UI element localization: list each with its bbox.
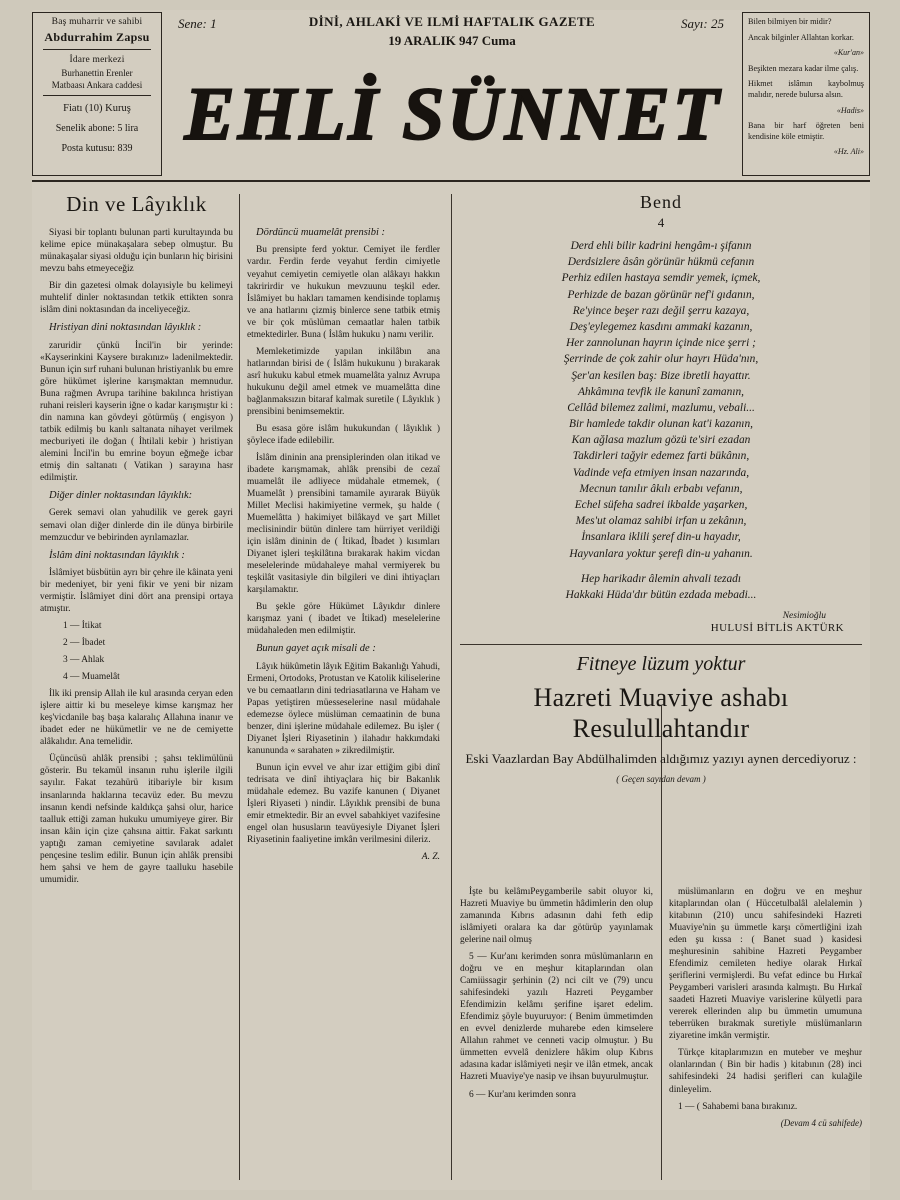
divider — [43, 49, 151, 50]
title-logotype — [182, 65, 724, 170]
paragraph: Bir din gazetesi olmak dolayısiyle bu kelimeyi muhtelif dinler noktasından tetkik ettikten sonra islâm dini noktasından da inceliyeceğiz. — [40, 281, 233, 316]
paragraph: Siyasi bir toplantı bulunan parti kurultayında bu kelime epice münakaşalara sebep olmuştur. Bu münakaşalar siyasi olduğu için bunların hiç birisini mevzu bahs etmeyeceğiz — [40, 228, 233, 275]
masthead — [32, 10, 870, 182]
column-rule — [239, 194, 240, 1180]
verse-line: Her zannolunan hayrın içinde nice şerri ; — [566, 337, 756, 350]
price-line: Fiatı (10) Kuruş — [63, 103, 131, 115]
verse-line: Derdsizlere âsân görünür hükmü cefanın — [567, 256, 755, 269]
verse-line: Kan ağlasa mazlum gözü te'siri ezadan — [571, 434, 751, 447]
spacer — [460, 562, 862, 571]
paragraph: Bu esasa göre islâm hukukundan ( lâyıklık ) şöylece ifade edilebilir. — [247, 423, 440, 446]
quote-source-hadith: «Hadis» — [836, 105, 864, 115]
office-label: İdare merkezi — [69, 55, 125, 65]
subheading: İslâm dini noktasından lâyıklık : — [49, 549, 185, 561]
paragraph: müslümanların en doğru ve en meşhur kitaplarından olan ( Hüccetulbalâl alelalemin ) kitabının (210) uncu sahifesindeki Hazreti Muaviye'nin şu ümmetle karşı cömertliğini izah eden şu kıssa : ( Banet suad ) kasidesi meşhuresinin sahibine Hazreti Peygamber Efendimiz cemileten hediye olarak Hırkaî şeriflerini vermişlerdi. Bu vefat edince bu Hırkaî Peygamberi varisleri arasında kalmıştı. Bu Hırkaî saadeti Hazreti Muaviye varislerine külyetli para vererek ellerinden alıp bu ümmetin umumuna teberrüken bırakmak suretiyle müslümanların ziyaretine imkân vermiştir. — [669, 887, 862, 1042]
verse-line: Şerrinde de çok zahir olur hayrı Hüda'nın, — [563, 353, 759, 366]
list-item: 3 — Ahlak — [63, 655, 105, 666]
verse-line: Vadinde vefa etmiyen insan nazarında, — [572, 466, 750, 479]
paragraph: 6 — Kur'anı kerimden sonra — [469, 1089, 576, 1100]
article-2-continuation-note: ( Geçen sayıdan devam ) — [616, 773, 706, 784]
paragraph: Bunun için evvel ve ahır izar ettiğim gibi dinî tedrisata ve dinî ihtiyaçlara hiç bir Bakanlık müdahale edemez. Bu vazife kanunen ( Diyanet İşleri Riyaseti ) nindir. Lâyıklık prensibi de buna emir etmektedir. Bir an evvel sabahkiyet vazifesine engel olan hususların teavüyesiyle Diyanet İşleri Riyasetinin faaliyetine imkân verilmesini dileriz. — [247, 763, 440, 846]
editor-name: Abdurrahim Zapsu — [44, 29, 150, 44]
paragraph: Gerek semavi olan yahudilik ve gerek gayri semavi olan diğer dinlerde din ile dünya birbirile memzucdur ve bebirinden ayrılamazlar. — [40, 508, 233, 543]
issue-number-label: Sayı: 25 — [681, 16, 724, 31]
subheading: Bunun gayet açık misali de : — [256, 643, 376, 655]
paragraph: Lâyık hükûmetin lâyık Eğitim Bakanlığı Yahudi, Ermeni, Ortodoks, Protustan ve Katolik kiliselerine ve bu cemaatların dini tedriasatlarına ve Haham ve Papas yetiştiren müesseselerine nasıl müdahale edemezse öylece müslüman cemaatinin de buna benzer, dini işlerine müdahale edilemez. Bu işler ( Diyanet İşleri Riyasetinin ) ilahadır hakkımdaki kanununda « sarahaten » zikredilmiştir. — [247, 661, 440, 757]
paragraph: Bu şekle göre Hükümet Lâyıkdır dinlere karışmaz yani ( ibadet ve İtikad) meselelerine müdahaleden men edilmiştir. — [247, 602, 440, 637]
verse-line: Perhizde de bazan görünür nef'i gıdanın, — [567, 288, 755, 301]
quote-hadith-1: Beşikten mezara kadar ilme çalış. — [748, 63, 859, 73]
verse-line: Bir hamlede takdir olunan kat'i kazanın, — [568, 418, 754, 431]
verse-line: Mecnun tanılır âkılı erbabı vefanın, — [579, 482, 743, 495]
paragraph: İlk iki prensip Allah ile kul arasında ceryan eden işlere aittir ki bu meseleye kimse karışmaz her keş'vicdanile baş başa kalaralıç Allahına inanır ve ibadet eder ne hükümetlir ve ne de cemiyette alâkalıdır. Ana temelidir. — [40, 689, 233, 748]
article-2-headline-line-2: Resulullahtandır — [572, 713, 750, 743]
subheading: Diğer dinler noktasından lâyıklık: — [49, 490, 193, 502]
divider — [43, 95, 151, 96]
verse-line: Hep harikadır âlemin ahvali tezadı — [580, 572, 742, 585]
address-line-1: Burhanettin Erenler — [61, 67, 133, 78]
quote-source-ali: «Hz. Ali» — [833, 147, 864, 157]
paragraph: Türkçe kitaplarımızın en muteber ve meşhur olanlarından ( Bin bir hadis ) kitabının (28) inci sahifesindeki 24 hadisi şerifleri can kulağile dinleyelim. — [669, 1048, 862, 1095]
article-1-signature: A. Z. — [421, 852, 440, 863]
masthead-right-box — [742, 12, 870, 176]
bend-box — [460, 192, 862, 634]
verse-line: Derd ehli bilir kadrini hengâm-ı şifanın — [570, 240, 752, 252]
paragraph: 1 — ( Sahabemi bana bırakınız. — [678, 1101, 798, 1112]
subheading: Hristiyan dini noktasından lâyıklık : — [49, 322, 202, 334]
verse-line: Hakkaki Hüda'dır bütün ezdada mebadi... — [565, 588, 757, 601]
article-2-headline-line-1: Hazreti Muaviye ashabı — [533, 683, 789, 713]
verse-line: Ahkâmına tevfik ile kanunî zamanın, — [577, 385, 745, 398]
quote-question: Bilen bilmiyen bir midir? — [748, 17, 832, 26]
verse-line: Hayvanlara yoktur şerefi din-u yahanın. — [569, 547, 753, 560]
article-1-col1 — [40, 227, 233, 886]
verse-line: Deş'eylegemez kasdını ammaki kazanın, — [569, 320, 753, 333]
poem-section — [460, 186, 862, 788]
article-2-col2 — [669, 886, 862, 1129]
poem-number: 4 — [657, 215, 665, 230]
paragraph: Bu prensipte ferd yoktur. Cemiyet ile ferdler vardır. Ferdin ferde veyahut ferdin cimiyetle veyahut cemiyetin cemiyetle olan alâkayı hakkın takririrdir ve hukukun mevzuunu teşkil eder. İslâmiyet bu hakları tamamen kendisinde toplamış ve ana hatlarını çizmiş binlerce sene tatbik etmiş ve bir çok müslüman cemaatlar halen tatbik etmektedirler. Buna ( İslâm hukuku ) namı verilir. — [247, 245, 440, 340]
verse-line: Cellâd bilemez zalimi, mazlumu, vebali... — [567, 401, 755, 414]
paper-descriptor: DİNİ, AHLAKİ VE ILMİ HAFTALIK GAZETE — [308, 14, 596, 29]
article-1-col2 — [247, 226, 440, 863]
paragraph: 5 — Kur'anı kerimden sonra müslümanların en doğru ve en meşhur kitaplarından olan Camiüssagir şerhinin (2) nci cilt ve (79) uncu sahifesindeki yazılı Hazreti Peygamber Efendimizin kelâmı şerifine işaret edelim. Efendimiz şöyle buyuruyor: ( Benim ümmetimden en evvel denizlerde muharebe eden kimselere Allahın rahmet ve cenneti vacip olmuştur. ) Bu ümmetten evvelâ denizlere hâkim olup Kıbrıs adasına kadar islâmiyeti neşir ve ilân etmek, ancak Hazreti Muaviye'ye nasip ve ihsan buyurulmuştur. — [460, 952, 653, 1083]
editor-label: Baş muharrir ve sahibi — [51, 17, 143, 27]
paragraph: zaruridir çünkü İncil'in bir yerinde: «Kayserinkini Kaysere bırakınız» ladenilmektedir. Bunun için sırf ruhani bulunan hristiyanlık bu emre göre hükümet işlerine karışmaktan memnudur. Buna rağmen Avrupa tarihine bakılınca hristiyan ruhani reisleri kayserin iğne o kadar karışmıştır ki : din namına kan gövdeyi götürmüş ( engisyon ) tatbik edilmiş bu kanlı saltanata nihayet verilmek mecburiyeti ile doğan ( İhtilali kebir ) hristiyan alemini İncil'in bu emrine boyun eğmeğe icbar etmiş din saltanatı ( Vatikan ) sarayına hasr edilmiştir. — [40, 340, 233, 483]
poem-title: Bend — [640, 192, 682, 212]
column-4 — [669, 886, 862, 1129]
paragraph: İslâm dininin ana prensiplerinden olan itikad ve ibadete karışmamak, ahlâk prensibi de cezaî muamelât ile adliyece müdahale etmemek, ( Muamelât ) prensibini tamamile ayırarak Büyük Millet Meclisi hakimiyetine vermek, şu halde ( Muemelâtta ) hakimiyet bilâkayd ve şart Millet meclisinindir bütün dinlere tam hürriyet verildiği için islâm dininin de ( İtikad, İbadet ) kısımları Diyanet işleri teşkilâtına bırakarak hakim vicdan meselelerinde müdahaleye mahal vermiyerek bu teşkilât vasitasiyle din bilgileri ve dini ihtiyaçları karşılamaktır. — [247, 452, 440, 596]
list-item: 1 — İtikat — [63, 621, 102, 632]
article-body — [32, 186, 870, 1186]
column-3 — [460, 886, 653, 1106]
paragraph: İşte bu kelâmıPeygamberile sabit oluyor ki, Hazreti Muaviye bu ümmetin hâdimlerin den olup zamanında Kıbrıs adasının dahi feth edip islâmiyeti oralara ka dar götürüp yayınlamak gelerine nail olmuş — [460, 887, 653, 946]
column-rule — [451, 194, 452, 1180]
article-2-kicker: Fitneye lüzum yoktur — [576, 653, 746, 676]
pobox-line: Posta kutusu: 839 — [61, 142, 133, 154]
quote-answer: Ancak bilginler Allahtan korkar. — [748, 32, 854, 42]
quote-ali: Bana bir harf öğreten beni kendisine köle etmiştir. — [748, 121, 864, 141]
address-line-2: Matbaası Ankara caddesi — [51, 79, 143, 90]
article-2-col1 — [460, 886, 653, 1101]
poem-verses — [460, 238, 862, 603]
section-divider — [460, 644, 862, 645]
column-1 — [40, 186, 233, 891]
issue-date: 19 ARALIK 947 Cuma — [388, 33, 516, 48]
column-2 — [247, 186, 440, 863]
poem-pen-name: Nesimioğlu — [782, 611, 826, 622]
masthead-left-box — [32, 12, 162, 176]
verse-line: Perhiz edilen hastaya semdir yemek, içmek, — [561, 272, 761, 285]
verse-line: Re'yince beşer razı değil şerru kazaya, — [572, 304, 750, 317]
paragraph: Memleketimizde yapılan inkilâbın ana hatlarından birisi de ( İslâm hukukunu ) bırakarak asrî hukuku kabul etmek muamelâta yalnız Avrupa hukukunu değil amel etmek ve muamelâtta dine bağlanmaksızın bitaraf kalmak suretile ( Lâyıklık ) prensibini benimsemektir. — [247, 346, 440, 417]
continuation-footnote: (Devam 4 cü sahifede) — [780, 1117, 862, 1128]
quote-source-quran: «Kur'an» — [833, 48, 864, 58]
subscription-line: Senelik abone: 5 lira — [55, 123, 139, 135]
svg-text:EHLİ SÜNNET: EHLİ SÜNNET — [184, 72, 722, 156]
paragraph: Üçüncüsü ahlâk prensibi ; şahsı teklimülünü gösterir. Bu tekamül insanın ruhu işlerile ilgili sayılır. Fakat tezahürü itibariyle bir kısım insanlarında haklarına tecavüz eder. Bu mevzu insanın kendi nefsinde kaldıkça şahsi olur, harice taalluk ettiği zaman hukuku umumiyeye girer. Bir insan kâin için çize çahsına aittir. Fakat sarkıntı yaptığı zaman cemiyetine savılarak adalet pençesine teslim edilir. Bunun için ahlâk prensibi hem şahsi ve hem de gayre taalluku hasebile umumidir. — [40, 754, 233, 885]
article-1-headline: Din ve Lâyıklık — [66, 192, 207, 216]
verse-line: Echel süfeha sadrei ikbalde yaşarken, — [574, 499, 748, 511]
newspaper-sheet — [32, 10, 870, 1190]
verse-line: Mes'ut olamaz sahibi irfan u zekânın, — [575, 515, 747, 528]
verse-line: İnsanlara iklili şeref din-u hayadır, — [581, 531, 741, 544]
list-item: 4 — Muamelât — [63, 672, 120, 683]
poem-author: HULUSİ BİTLİS AKTÜRK — [710, 622, 844, 635]
verse-line: Şer'an kesilen baş: Bize ibretli hayattır. — [571, 369, 751, 382]
list-item: 2 — İbadet — [63, 638, 106, 649]
volume-label: Sene: 1 — [178, 16, 217, 31]
paragraph: İslâmiyet büsbütün ayrı bir çehre ile kâinata yeni bir medeniyet, bir yeni fikir ve yeni bir nizam vermiştir. İslâmiyet dini dört ana prensipi ortaya atmıştır. — [40, 568, 233, 615]
masthead-top-text — [172, 14, 732, 58]
article-2-lede: Eski Vaazlardan Bay Abdülhalimden aldığımız yazıyı aynen dercediyoruz : — [465, 751, 857, 767]
subheading: Dördüncü muamelât prensibi : — [256, 227, 385, 238]
verse-line: Takdirleri tağyir edemez farti bükânın, — [572, 450, 750, 463]
newspaper-title — [182, 62, 724, 172]
quote-hadith-2: Hikmet islâmın kaybolmuş malıdır, nerede bulursa alsın. — [748, 79, 864, 100]
